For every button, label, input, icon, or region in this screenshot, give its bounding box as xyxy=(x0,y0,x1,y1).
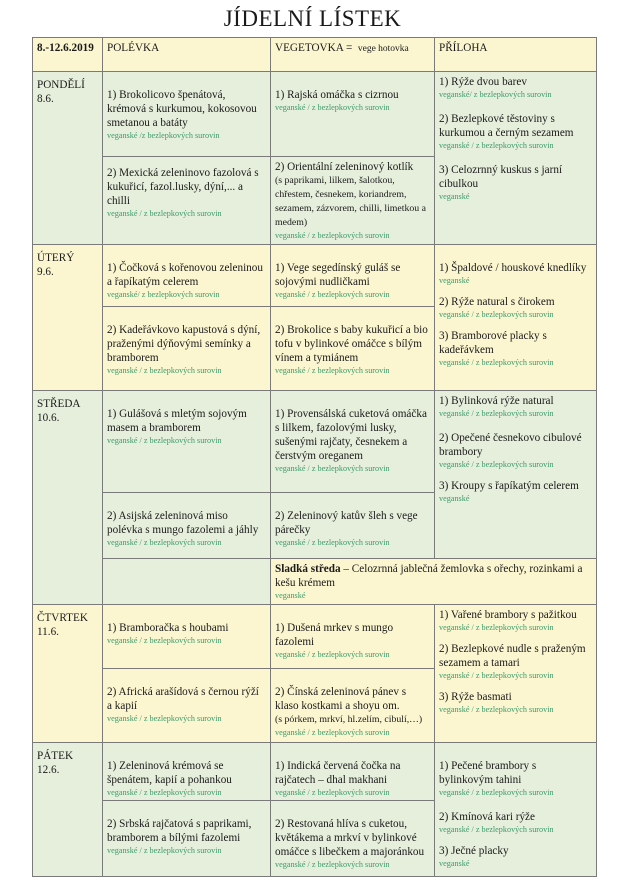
soup-item: 2) Mexická zeleninovo fazolová s kukuřicí, fazol.lusky, dýní,... a chilli xyxy=(107,167,259,207)
diet-note: veganské / z bezlepkových surovin xyxy=(439,825,554,834)
soup-item: 1) Brokolicovo špenátová, krémová s kurkumou, kokosovou smetanou a batáty xyxy=(107,89,257,129)
soup-cell xyxy=(103,801,271,877)
veg-item: 1) Vege segedínský guláš se sojovými nudličkami xyxy=(275,262,401,288)
soup-cell xyxy=(103,605,271,669)
sweet-label: Sladká středa xyxy=(275,563,341,575)
veg-cell xyxy=(271,307,435,391)
soup-item: 1) Zeleninová krémová se špenátem, kapií a pohankou xyxy=(107,760,232,786)
sweet-cell xyxy=(271,559,597,605)
soup-item: 2) Srbská rajčatová s paprikami, bramborem a bílými fazolemi xyxy=(107,818,252,844)
day-row-mon xyxy=(33,72,597,157)
day-name: STŘEDA xyxy=(37,398,81,410)
diet-note: veganské / z bezlepkových surovin xyxy=(275,788,390,797)
day-name: PÁTEK xyxy=(37,750,74,762)
diet-note: veganské / z bezlepkových surovin xyxy=(107,714,222,723)
side-item: 1) Bylinková rýže natural xyxy=(439,395,554,407)
day-row-tue xyxy=(33,245,597,307)
veg-item: 2) Orientální zeleninový kotlík xyxy=(275,161,414,173)
diet-note: veganské / z bezlepkových surovin xyxy=(439,460,554,469)
soup-cell xyxy=(103,72,271,157)
veg-cell xyxy=(271,72,435,157)
veg-item: 2) Zeleninový katův šleh s vege párečky xyxy=(275,510,418,536)
diet-note: veganské / z bezlepkových surovin xyxy=(439,310,554,319)
veg-item: 1) Indická červená čočka na rajčatech – dhal makhani xyxy=(275,760,401,786)
side-item: 1) Rýže dvou barev xyxy=(439,76,527,88)
diet-note: veganské /z bezlepkových surovin xyxy=(107,131,220,140)
veg-item: 2) Čínská zeleninová pánev s klaso kostkami a shoyu om. xyxy=(275,686,407,712)
header-dates: 8.-12.6.2019 xyxy=(33,38,103,72)
veg-item: 1) Rajská omáčka s cizrnou xyxy=(275,89,399,101)
diet-note: veganské / z bezlepkových surovin xyxy=(275,231,390,240)
soup-item: 1) Čočková s kořenovou zeleninou a řapíkatým celerem xyxy=(107,262,263,288)
side-item: 1) Pečené brambory s bylinkovým tahini xyxy=(439,760,537,786)
diet-note: veganské / z bezlepkových surovin xyxy=(439,705,554,714)
diet-note: veganské / z bezlepkových surovin xyxy=(439,788,554,797)
soup-cell xyxy=(103,493,271,559)
diet-note: veganské / z bezlepkových surovin xyxy=(439,671,554,680)
day-cell-mon xyxy=(33,72,103,245)
side-item: 3) Ječné placky xyxy=(439,845,509,857)
diet-note: veganské / z bezlepkových surovin xyxy=(439,623,554,632)
day-name: ČTVRTEK xyxy=(37,612,88,624)
day-date: 10.6. xyxy=(37,412,60,424)
veg-detail: (s paprikami, lilkem, šalotkou, chřestem, česnekem, koriandrem, sezamem, zázvorem, chilli, limetkou a medem) xyxy=(275,175,426,228)
day-cell-thu xyxy=(33,605,103,743)
diet-note: veganské / z bezlepkových surovin xyxy=(107,538,222,547)
header-veg-note: vege hotovka xyxy=(357,44,409,54)
day-date: 11.6. xyxy=(37,626,59,638)
side-cell xyxy=(435,72,597,245)
soup-item: 1) Bramboračka s houbami xyxy=(107,622,229,634)
day-name: PONDĚLÍ xyxy=(37,79,85,91)
side-cell xyxy=(435,743,597,877)
diet-note: veganské / z bezlepkových surovin xyxy=(275,103,390,112)
diet-note: veganské xyxy=(275,591,306,600)
diet-note: veganské / z bezlepkových surovin xyxy=(275,650,390,659)
veg-cell xyxy=(271,669,435,743)
day-cell-wed xyxy=(33,391,103,605)
header-veg-label: VEGETOVKA = xyxy=(275,42,353,54)
side-item: 2) Kmínová kari rýže xyxy=(439,811,535,823)
diet-note: veganské / z bezlepkových surovin xyxy=(107,636,222,645)
side-cell xyxy=(435,245,597,391)
diet-note: veganské / z bezlepkových surovin xyxy=(439,141,554,150)
side-item: 3) Bramborové placky s kadeřávkem xyxy=(439,330,547,356)
soup-cell xyxy=(103,245,271,307)
soup-item: 2) Africká arašídová s černou rýží a kapií xyxy=(107,686,259,712)
soup-item: 1) Gulášová s mletým sojovým masem a bramborem xyxy=(107,408,247,434)
diet-note: veganské / z bezlepkových surovin xyxy=(107,846,222,855)
veg-cell xyxy=(271,245,435,307)
veg-cell xyxy=(271,493,435,559)
menu-table xyxy=(32,37,597,877)
day-row-fri xyxy=(33,743,597,801)
diet-note: veganské xyxy=(439,276,470,285)
day-date: 9.6. xyxy=(37,266,54,278)
day-row-wed-sweet xyxy=(33,559,597,605)
soup-item: 2) Asijská zeleninová miso polévka s mungo fazolemi a jáhly xyxy=(107,510,259,536)
soup-cell xyxy=(103,157,271,245)
veg-cell xyxy=(271,743,435,801)
diet-note: veganské / z bezlepkových surovin xyxy=(275,860,390,869)
diet-note: veganské / z bezlepkových surovin xyxy=(275,538,390,547)
day-date: 8.6. xyxy=(37,93,54,105)
diet-note: veganské / z bezlepkových surovin xyxy=(275,290,390,299)
diet-note: veganské xyxy=(439,192,470,201)
veg-cell xyxy=(271,157,435,245)
day-row-wed xyxy=(33,391,597,493)
diet-note: veganské / z bezlepkových surovin xyxy=(275,464,390,473)
day-cell-fri xyxy=(33,743,103,877)
sweet-empty xyxy=(103,559,271,605)
side-item: 3) Celozrnný kuskus s jarní cibulkou xyxy=(439,164,563,190)
soup-cell xyxy=(103,307,271,391)
side-item: 3) Kroupy s řapíkatým celerem xyxy=(439,480,579,492)
soup-cell xyxy=(103,391,271,493)
veg-cell xyxy=(271,391,435,493)
day-name: ÚTERÝ xyxy=(37,252,75,264)
veg-item: 2) Brokolice s baby kukuřicí a bio tofu v bylinkové omáčce s bílým vínem a tymiánem xyxy=(275,324,428,364)
side-item: 2) Bezlepkové nudle s praženým sezamem a tamari xyxy=(439,643,586,669)
diet-note: veganské / z bezlepkových surovin xyxy=(107,209,222,218)
veg-detail: (s pórkem, mrkví, hl.zelím, cibulí,…) xyxy=(275,714,423,725)
diet-note: veganské / z bezlepkových surovin xyxy=(439,358,554,367)
page-title: JÍDELNÍ LÍSTEK xyxy=(223,6,402,31)
side-item: 1) Špaldové / houskové knedlíky xyxy=(439,262,587,274)
side-item: 2) Rýže natural s čirokem xyxy=(439,296,555,308)
sweet-item xyxy=(275,562,592,590)
diet-note: veganské xyxy=(439,859,470,868)
sweet-text: – Celozrnná jablečná žemlovka s ořechy, rozinkami a kešu krémem xyxy=(275,563,583,589)
side-cell xyxy=(435,605,597,743)
veg-cell xyxy=(271,605,435,669)
veg-cell xyxy=(271,801,435,877)
diet-note: veganské / z bezlepkových surovin xyxy=(107,366,222,375)
side-item: 3) Rýže basmati xyxy=(439,691,512,703)
soup-cell xyxy=(103,743,271,801)
side-item: 2) Opečené česnekovo cibulové brambory xyxy=(439,432,582,458)
header-soup: POLÉVKA xyxy=(103,38,271,72)
diet-note: veganské xyxy=(439,494,470,503)
diet-note: veganské/ z bezlepkových surovin xyxy=(439,90,552,99)
diet-note: veganské / z bezlepkových surovin xyxy=(275,366,390,375)
diet-note: veganské / z bezlepkových surovin xyxy=(107,436,222,445)
day-date: 12.6. xyxy=(37,764,60,776)
diet-note: veganské / z bezlepkových surovin xyxy=(439,409,554,418)
day-row-thu xyxy=(33,605,597,669)
soup-cell xyxy=(103,669,271,743)
diet-note: veganské / z bezlepkových surovin xyxy=(275,728,390,737)
soup-item: 2) Kadeřávkovo kapustová s dýní, praženými dýňovými semínky a bramborem xyxy=(107,324,261,364)
header-row xyxy=(33,38,597,72)
diet-note: veganské / z bezlepkových surovin xyxy=(107,788,222,797)
header-veg xyxy=(271,38,435,72)
side-item: 1) Vařené brambory s pažitkou xyxy=(439,609,577,621)
side-item: 2) Bezlepkové těstoviny s kurkumou a černým sezamem xyxy=(439,113,574,139)
veg-item: 1) Dušená mrkev s mungo fazolemi xyxy=(275,622,394,648)
veg-item: 1) Provensálská cuketová omáčka s lilkem, fazolovými lusky, sušenými rajčaty, česnekem a čerstvým oreganem xyxy=(275,408,427,462)
veg-item: 2) Restovaná hlíva s cuketou, květákema a mrkví v bylinkové omáčce s libečkem a majoránkou xyxy=(275,818,425,858)
day-cell-tue xyxy=(33,245,103,391)
side-cell xyxy=(435,391,597,559)
diet-note: veganské/ z bezlepkových surovin xyxy=(107,290,220,299)
header-side: PŘÍLOHA xyxy=(435,38,597,72)
